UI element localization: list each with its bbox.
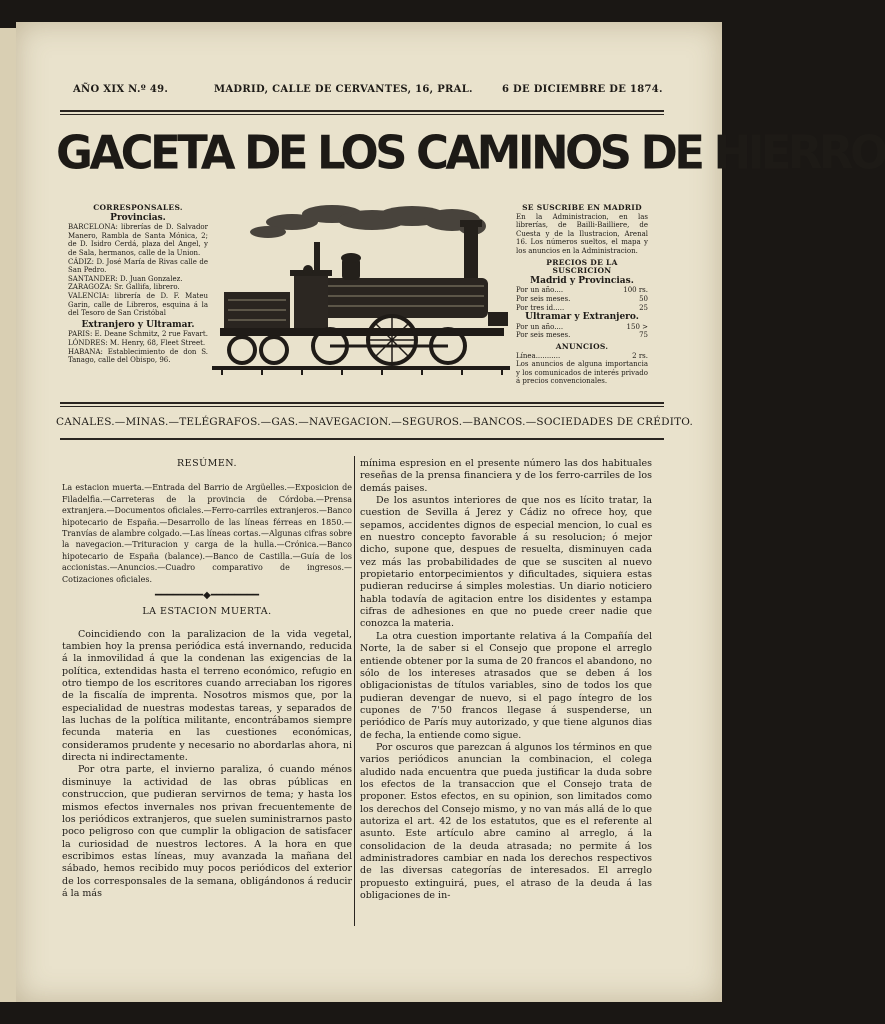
foreign-title: Extranjero y Ultramar. (81, 319, 195, 330)
provinces-title: Provincias. (110, 212, 166, 223)
left-column (62, 458, 352, 900)
price-row: Por un año.... 100 rs. (516, 286, 648, 295)
price-row: Línea........... 2 rs. (516, 351, 648, 360)
price-row: Por tres id..... 25 (516, 303, 648, 312)
subscription-box (516, 204, 648, 386)
correspondents-title: CORRESPONSALES. (93, 203, 183, 212)
article-paragraph: Coincidiendo con la paralizacion de la vida vegetal, tambien hoy la prensa periódica está invernando, reducida á la inmovilidad á que la condenan las exigencias de la política, extendidas hasta el terreno económico, refugio en otro tiempo de los escritores cuando arreciaban los rigores de la fiscalía de imprenta. Nosotros mismos que, por la especialidad de nuestras modestas tareas, y separados de las luchas de la política militante, encontrábamos siempre fecunda materia en las cuestiones económicas, consideramos prudente y necesario no abordarlas ahora, ni directa ni indirectamente. (62, 628, 352, 764)
column-divider (354, 456, 355, 926)
header-rule (60, 110, 664, 112)
ads-title: ANUNCIOS. (555, 341, 609, 351)
locomotive-illustration (202, 200, 514, 376)
topics-banner: CANALES.—MINAS.—TELÉGRAFOS.—GAS.—NAVEGACION.—SEGUROS.—BANCOS.—SOCIEDADES DE CRÉDITO. (56, 416, 694, 428)
masthead-title: GACETA DE LOS CAMINOS DE HIERRO (56, 125, 885, 180)
article-paragraph: De los asuntos interiores de que nos es lícito tratar, la cuestion de Sevilla á Jerez y Cádiz no ofrece hoy, que sepamos, accidentes dignos de especial mencion, lo cual es en nuestro concepto favorable á su resolucion; ó mejor dicho, supone que, despues de resuelta, disminuyen cada vez más las probabilidades de que se susciten al nuevo propietario entorpecimientos y dificultades, siquiera estas pudieran reducirse á simples molestias. Un diario noticiero habla todavía de agitacion entre los disidentes y estampa cifras de adhesiones en que no puede creer nadie que conozca la materia. (360, 495, 652, 630)
subscription-text: En la Administracion, en las librerías, de Bailli-Bailliere, de Cuesta y de la Ilustracion, Arenal 16. Los números sueltos, el mapa y los anuncios en la Administracion. (516, 212, 648, 255)
address: MADRID, CALLE DE CERVANTES, 16, PRAL. (214, 84, 473, 95)
issue-date: 6 DE DICIEMBRE DE 1874. (502, 84, 663, 95)
article-title: LA ESTACION MUERTA. (142, 606, 272, 618)
issue-number: AÑO XIX N.º 49. (73, 84, 169, 95)
prices-title: PRECIOS DE LA SUSCRICION (546, 257, 618, 276)
article-paragraph: Por oscuros que parezcan á algunos los términos en que varios periódicos anuncian la combinacion, el colega aludido nada encuentra que pueda justificar la duda sobre los efectos de la transaccion que el Consejo trata de proponer. Estos efectos, en su opinion, son limitados como los derechos del Consejo mismo, y no van más allá de lo que autoriza el art. 42 de los estatutos, que es el referente al asunto. Este artículo abre camino al arreglo, á la consolidacion de la deuda atrasada; no permite á los administradores cambiar en nada los derechos respectivos de las diversas categorías de interesados. El arreglo propuesto extinguirá, pues, el atraso de la deuda á las obligaciones de in- (360, 741, 652, 902)
ornament-divider: ━━━━━━━━◆━━━━━━━━ (154, 590, 260, 601)
correspondent-entry: BARCELONA: librerías de D. Salvador Manero, Rambla de Santa Mónica, 2; de D. Isidro Cerdá, plaza del Angel, y de Sala, hermanos, calle de la Union. (68, 223, 208, 257)
summary-text: La estacion muerta.—Entrada del Barrio de Argüelles.—Exposicion de Filadelfia.—Carreteras de la provincia de Córdoba.—Prensa extranjera.—Documentos oficiales.—Ferro-carriles extranjeros.—Banco hipotecario de España.—Desarrollo de las líneas férreas en 1850.—Tranvías de alambre colgado.—Las líneas cortas.—Algunas cifras sobre la navegacion.—Trituracion y carga de la hulla.—Crónica.—Banco hipotecario de España (balance).—Banco de Castilla.—Guía de los accionistas.—Anuncios.—Cuadro comparativo de ingresos.—Cotizaciones oficiales. (62, 483, 352, 584)
adjacent-page-edge (0, 28, 16, 1002)
correspondent-entry: SANTANDER: D. Juan Gonzalez. (68, 274, 183, 283)
summary-title: RESÚMEN. (177, 458, 237, 469)
banner-rule-bottom (60, 438, 664, 440)
correspondent-entry: PARIS: E. Deane Schmitz, 2 rue Favart. (68, 330, 208, 339)
right-column (360, 458, 652, 902)
correspondents-box (68, 204, 208, 365)
banner-rule-top (60, 402, 664, 404)
correspondent-entry: CÁDIZ: D. José María de Rivas calle de San Pedro. (68, 257, 208, 275)
article-paragraph: mínima espresion en el presente número las dos habituales reseñas de la prensa financiera y de los ferro-carriles de los demás paises. (360, 458, 652, 494)
foreign-prices-title: Ultramar y Extranjero. (525, 312, 639, 323)
newspaper-page (16, 22, 885, 1002)
madrid-prices-title: Madrid y Provincias. (530, 275, 634, 286)
correspondent-entry: HABANA: Establecimiento de don S. Tanago, calle del Obispo, 96. (68, 347, 208, 365)
correspondent-entry: VALENCIA: librería de D. F. Mateu Garin, calle de Libreros, esquina á la del Tesoro de San Cristóbal (68, 291, 208, 318)
price-row: Por seis meses. 50 (516, 294, 648, 303)
article-paragraph: Por otra parte, el invierno paraliza, ó cuando ménos disminuye la actividad de las obras públicas en construccion, que pudieran servirnos de tema; y hasta los mismos efectos invernales nos privan frecuentemente de los periódicos extranjeros, que suelen suministrarnos pasto poco peligroso con que cumplir la obligacion de satisfacer la curiosidad de nuestros lectores. A la hora en que escribimos estas líneas, muy avanzada la mañana del sábado, hemos recibido muy pocos periódicos del exterior de los corresponsales de la semana, obligándonos á reducir á la más (62, 764, 352, 899)
header-rule-thin (60, 114, 664, 115)
ads-text: Los anuncios de alguna importancia y los comunicados de interés privado á precios convencionales. (516, 360, 648, 386)
correspondent-entry: LÓNDRES: M. Henry, 68, Fleet Street. (68, 338, 206, 347)
subscription-title: SE SUSCRIBE EN MADRID (522, 203, 642, 212)
price-row: Por un año.... 150 > (516, 322, 648, 331)
price-row: Por seis meses. 75 (516, 331, 648, 340)
correspondent-entry: ZARAGOZA: Sr. Gallifa, librero. (68, 283, 180, 292)
banner-rule-top-thin (60, 406, 664, 407)
article-paragraph: La otra cuestion importante relativa á la Compañía del Norte, la de saber si el Consejo que propone el arreglo entiende obtener por la suma de 20 francos el abandono, no sólo de los intereses atrasados que se deben á los obligacionistas de títulos variables, sino de todos los que pudieran devengar de nuevo, si el pago íntegro de los cupones de 7'50 francos llegase á suspenderse, un periódico de París muy autorizado, y que tiene algunos dias de fecha, la entiende como sigue. (360, 630, 652, 741)
